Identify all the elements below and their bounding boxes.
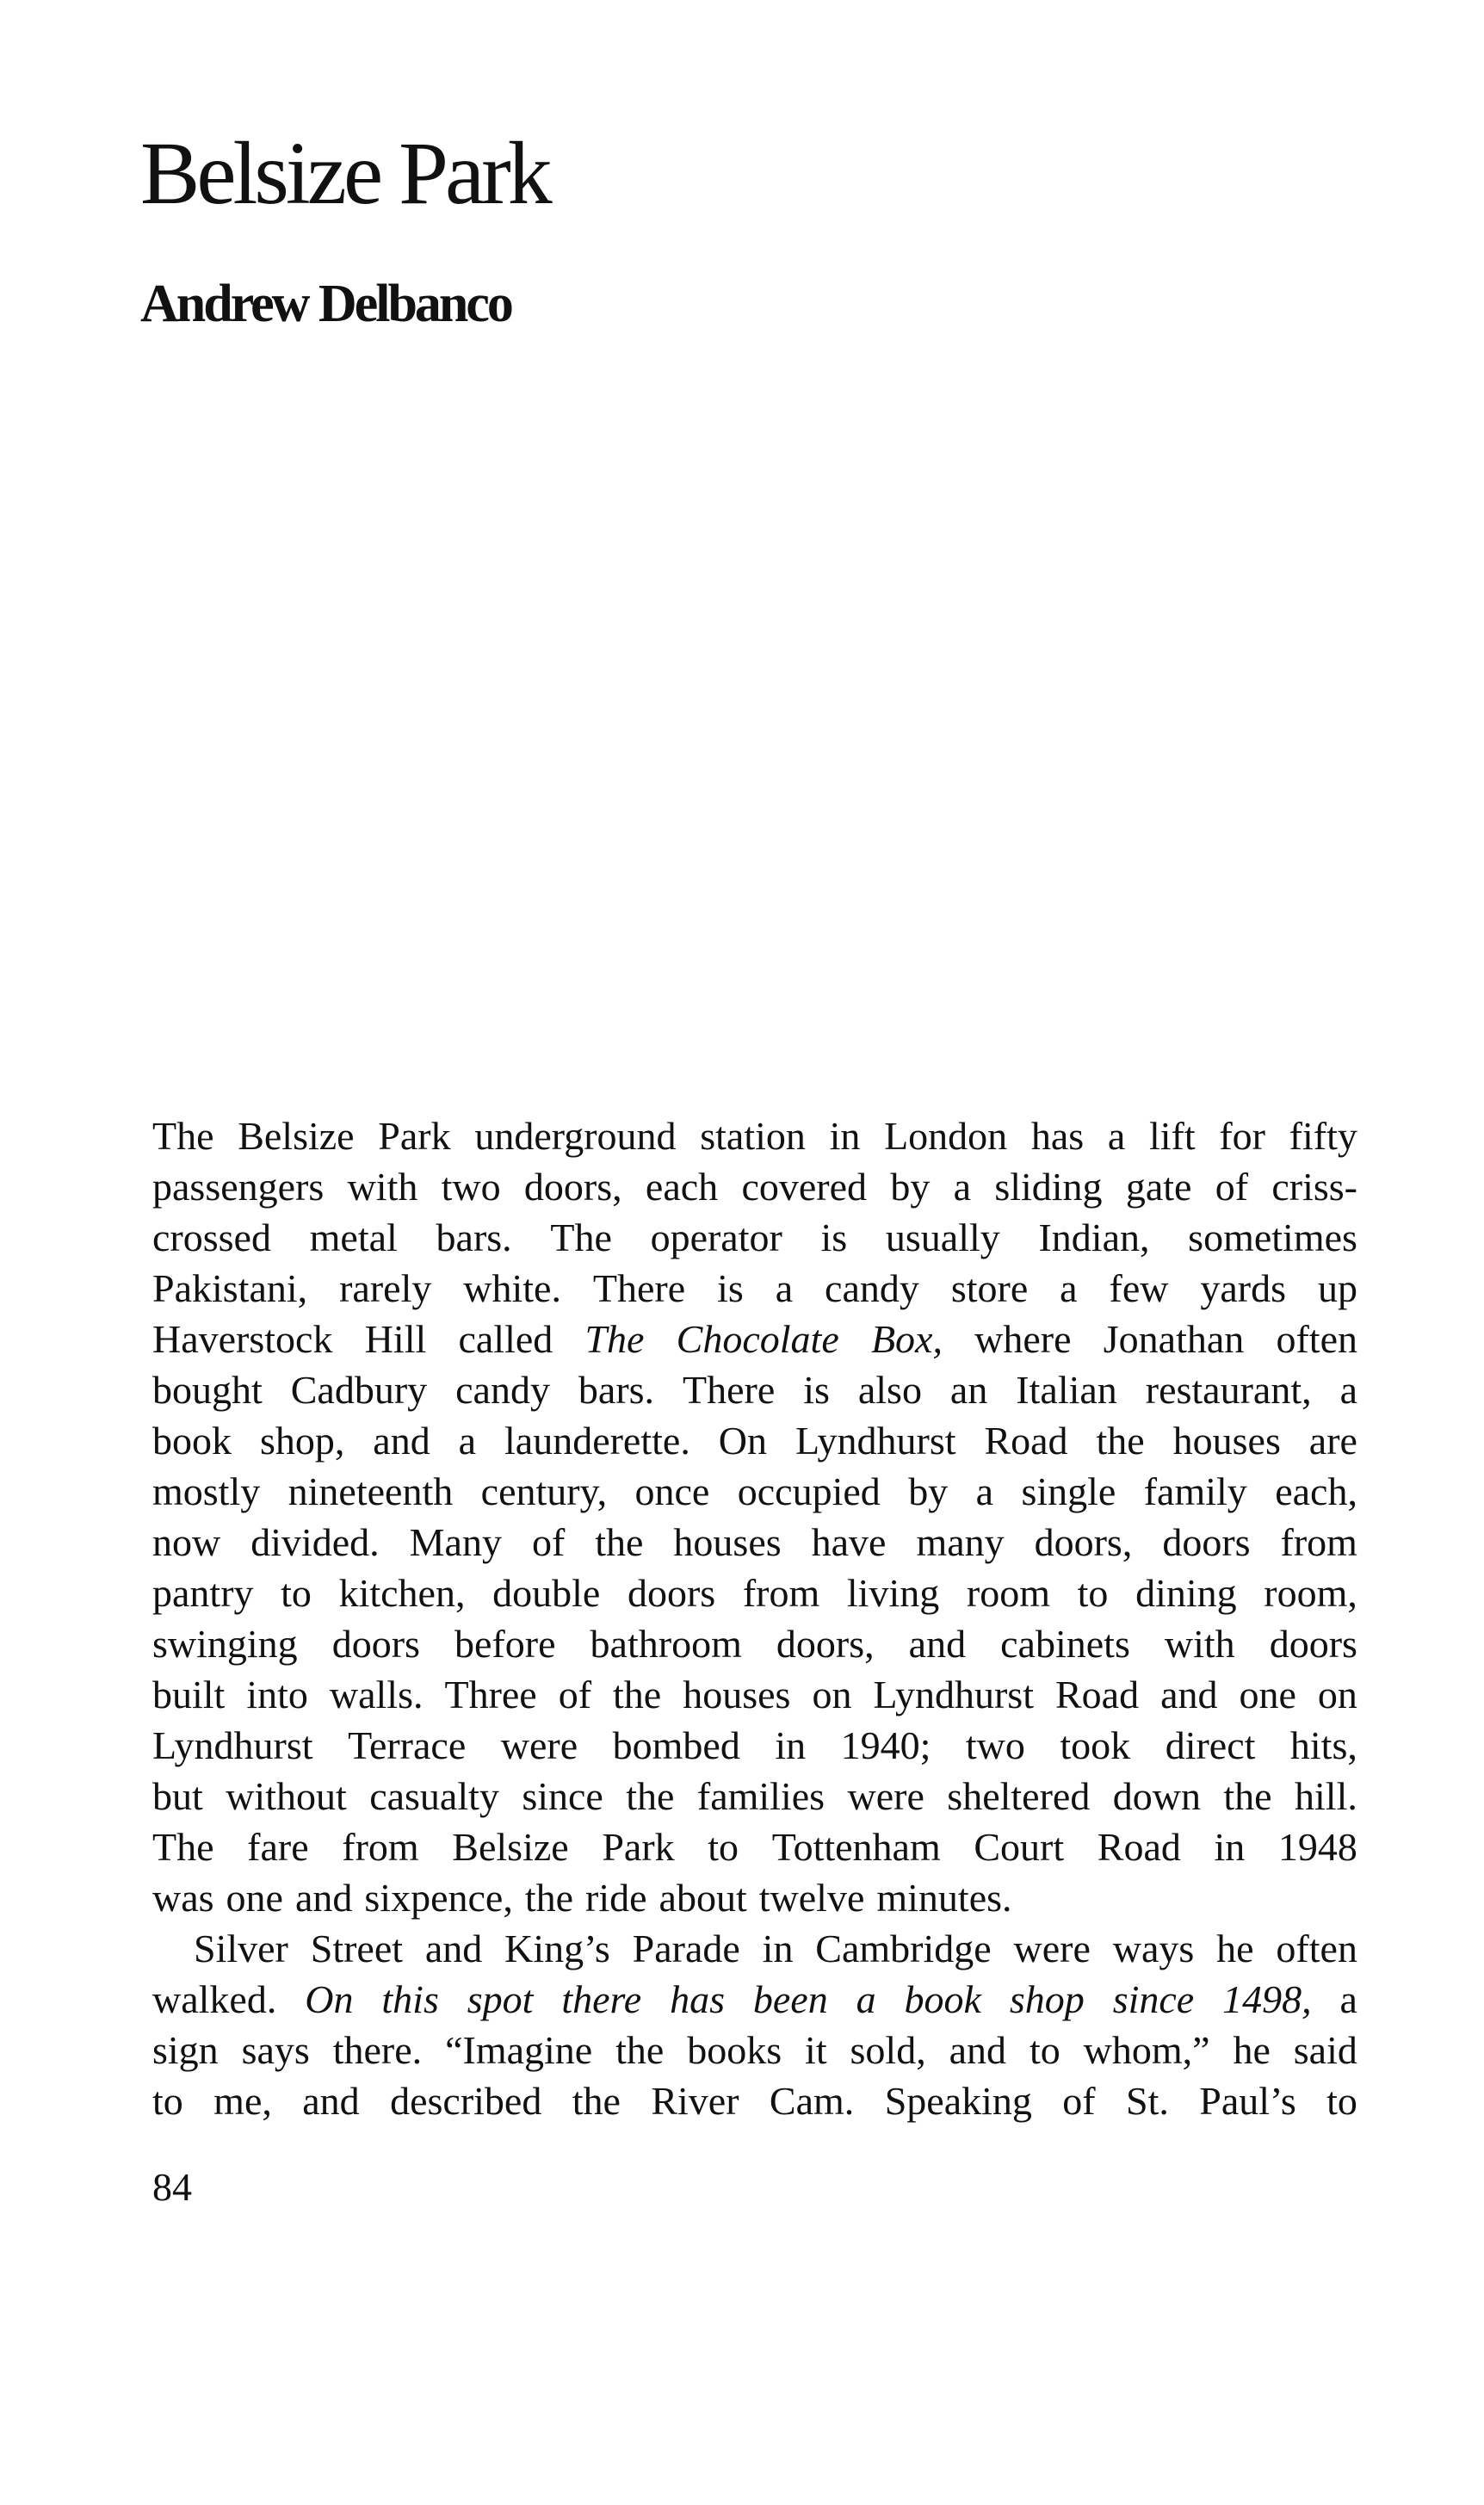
word: he: [1233, 2028, 1271, 2072]
text-line: [152, 1263, 1357, 1314]
word: bought: [152, 1368, 263, 1412]
word: on: [1317, 1673, 1357, 1716]
word: nineteenth: [288, 1469, 454, 1513]
word: 1948: [1277, 1825, 1357, 1869]
word: since: [522, 1774, 603, 1818]
word: one: [226, 1876, 283, 1920]
word: in: [762, 1927, 794, 1970]
word: up: [1317, 1266, 1357, 1310]
word: On: [718, 1419, 767, 1463]
author-name: Andrew Delbanco: [140, 275, 511, 333]
word: been: [752, 1977, 828, 2021]
word: direct: [1165, 1723, 1256, 1767]
word: houses: [673, 1520, 782, 1564]
text-line: [152, 1364, 1357, 1415]
word: casualty: [369, 1774, 499, 1818]
word: operator: [650, 1215, 782, 1259]
word: sixpence,: [364, 1876, 513, 1920]
text-line: [152, 1110, 1357, 1161]
word: ride: [585, 1876, 647, 1920]
word: kitchen,: [338, 1571, 466, 1615]
word: to: [152, 2079, 183, 2123]
word: bars.: [436, 1215, 512, 1259]
word: Lyndhurst: [152, 1723, 313, 1767]
word: launderette.: [504, 1419, 690, 1463]
page-number: 84: [152, 2165, 192, 2209]
word: Box,: [870, 1317, 943, 1361]
word: Silver: [194, 1927, 288, 1970]
word: Belsize: [452, 1825, 569, 1869]
word: a: [975, 1469, 994, 1513]
word: St.: [1126, 2079, 1169, 2123]
word: Pakistani,: [152, 1266, 308, 1310]
word: occupied: [737, 1469, 881, 1513]
word: a: [1107, 1114, 1126, 1158]
word: the: [1223, 1774, 1272, 1818]
word: without: [226, 1774, 347, 1818]
word: now: [152, 1520, 221, 1564]
word: lift: [1148, 1114, 1196, 1158]
word: family: [1143, 1469, 1247, 1513]
word: Three: [444, 1673, 537, 1716]
word: doors: [1269, 1622, 1357, 1666]
word: “Imagine: [445, 2028, 593, 2072]
word: the: [626, 1774, 675, 1818]
text-line: [152, 1568, 1357, 1618]
text-line: [152, 2025, 1357, 2075]
word: Haverstock: [152, 1317, 333, 1361]
word: doors,: [776, 1622, 875, 1666]
word: shop,: [259, 1419, 345, 1463]
word: whom,”: [1083, 2028, 1210, 2072]
word: shop: [1009, 1977, 1085, 2021]
body-text: [152, 1110, 1357, 2126]
word: with: [347, 1165, 418, 1209]
word: mostly: [152, 1469, 261, 1513]
word: for: [1219, 1114, 1265, 1158]
word: crossed: [152, 1215, 271, 1259]
word: Tottenham: [771, 1825, 941, 1869]
word: underground: [474, 1114, 677, 1158]
word: The: [152, 1114, 214, 1158]
word: River: [651, 2079, 739, 2123]
word: is: [820, 1215, 848, 1259]
word: is: [717, 1266, 744, 1310]
word: Belsize: [238, 1114, 355, 1158]
word: station: [700, 1114, 806, 1158]
word: were: [500, 1723, 578, 1767]
word: spot: [467, 1977, 534, 2021]
word: Park: [602, 1825, 675, 1869]
word: There: [683, 1368, 776, 1412]
word: Court: [974, 1825, 1065, 1869]
word: into: [246, 1673, 308, 1716]
word: are: [1308, 1419, 1357, 1463]
word: called: [458, 1317, 553, 1361]
word: about: [659, 1876, 747, 1920]
word: often: [1276, 1317, 1357, 1361]
word: sold,: [850, 2028, 926, 2072]
text-line: [152, 1974, 1357, 2025]
word: of: [558, 1673, 592, 1716]
word: swinging: [152, 1622, 298, 1666]
word: a: [775, 1266, 794, 1310]
word: the: [615, 2028, 665, 2072]
word: pantry: [152, 1571, 254, 1615]
word: sheltered: [947, 1774, 1091, 1818]
word: sometimes: [1188, 1215, 1357, 1259]
word: Cambridge: [815, 1927, 992, 1970]
word: Indian,: [1038, 1215, 1150, 1259]
text-line: [152, 1872, 1357, 1923]
word: from: [742, 1571, 820, 1615]
word: room: [966, 1571, 1050, 1615]
word: from: [342, 1825, 419, 1869]
word: sign: [152, 2028, 219, 2072]
word: Lyndhurst: [795, 1419, 956, 1463]
word: took: [1060, 1723, 1131, 1767]
word: yards: [1200, 1266, 1287, 1310]
chapter-title: Belsize Park: [140, 124, 549, 223]
word: a: [953, 1165, 972, 1209]
word: century,: [480, 1469, 608, 1513]
word: of: [531, 1520, 566, 1564]
word: a: [1339, 1977, 1357, 2021]
word: double: [492, 1571, 601, 1615]
word: single: [1021, 1469, 1116, 1513]
word: a: [458, 1419, 477, 1463]
word: two: [965, 1723, 1025, 1767]
word: a: [1339, 1368, 1357, 1412]
word: to: [1029, 2028, 1060, 2072]
word: the: [1096, 1419, 1145, 1463]
text-line: [152, 1161, 1357, 1212]
word: store: [950, 1266, 1029, 1310]
word: doors: [331, 1622, 420, 1666]
word: rarely: [339, 1266, 432, 1310]
word: to: [708, 1825, 739, 1869]
word: twelve: [758, 1876, 865, 1920]
word: metal: [309, 1215, 398, 1259]
text-line: [152, 1618, 1357, 1669]
word: from: [1280, 1520, 1357, 1564]
word: by: [908, 1469, 949, 1513]
word: the: [524, 1876, 574, 1920]
word: Hill: [364, 1317, 427, 1361]
word: doors,: [523, 1165, 622, 1209]
word: described: [390, 2079, 542, 2123]
word: down: [1112, 1774, 1201, 1818]
word: this: [381, 1977, 439, 2021]
word: bombed: [612, 1723, 740, 1767]
word: candy: [825, 1266, 919, 1310]
word: many: [916, 1520, 1005, 1564]
word: me,: [213, 2079, 272, 2123]
word: the: [595, 1520, 644, 1564]
word: minutes.: [876, 1876, 1012, 1920]
word: divided.: [250, 1520, 380, 1564]
word: Paul’s: [1199, 2079, 1296, 2123]
text-line: [152, 1466, 1357, 1517]
text-line: [152, 1517, 1357, 1568]
word: Road: [984, 1419, 1068, 1463]
word: fare: [247, 1825, 309, 1869]
word: built: [152, 1673, 226, 1716]
word: is: [803, 1368, 830, 1412]
word: but: [152, 1774, 203, 1818]
word: and: [1160, 1673, 1218, 1716]
word: a: [856, 1977, 876, 2021]
word: gate: [1125, 1165, 1192, 1209]
word: of: [1062, 2079, 1096, 2123]
word: Park: [378, 1114, 451, 1158]
word: fifty: [1289, 1114, 1357, 1158]
text-line: [152, 1923, 1357, 1974]
word: there.: [332, 2028, 423, 2072]
word: Cam.: [769, 2079, 855, 2123]
word: and: [424, 1927, 483, 1970]
word: houses: [683, 1673, 791, 1716]
word: each,: [1275, 1469, 1357, 1513]
word: in: [1214, 1825, 1246, 1869]
word: few: [1109, 1266, 1169, 1310]
word: sliding: [994, 1165, 1103, 1209]
word: on: [812, 1673, 852, 1716]
word: have: [811, 1520, 887, 1564]
word: by: [890, 1165, 931, 1209]
text-line: [152, 1415, 1357, 1466]
word: of: [1215, 1165, 1249, 1209]
word: There: [592, 1266, 686, 1310]
word: walls.: [329, 1673, 424, 1716]
word: where: [974, 1317, 1072, 1361]
word: and: [908, 1622, 967, 1666]
word: hits,: [1289, 1723, 1357, 1767]
word: there: [561, 1977, 642, 2021]
word: room,: [1264, 1571, 1357, 1615]
word: often: [1276, 1927, 1357, 1970]
word: books: [687, 2028, 782, 2072]
word: The: [152, 1825, 214, 1869]
word: it: [805, 2028, 827, 2072]
word: he: [1216, 1927, 1254, 1970]
word: has: [670, 1977, 725, 2021]
word: dining: [1135, 1571, 1237, 1615]
word: before: [454, 1622, 556, 1666]
word: and: [302, 2079, 360, 2123]
word: Italian: [1016, 1368, 1117, 1412]
word: and: [373, 1419, 430, 1463]
word: Many: [409, 1520, 502, 1564]
word: The: [584, 1317, 645, 1361]
word: Road: [1097, 1825, 1181, 1869]
word: once: [634, 1469, 710, 1513]
word: were: [1013, 1927, 1091, 1970]
word: 1940;: [840, 1723, 931, 1767]
word: Parade: [632, 1927, 740, 1970]
word: doors: [1162, 1520, 1251, 1564]
word: walked.: [152, 1977, 277, 2021]
word: London: [884, 1114, 1008, 1158]
word: doors: [627, 1571, 716, 1615]
text-line: [152, 1771, 1357, 1822]
word: to: [1326, 2079, 1357, 2123]
word: Terrace: [348, 1723, 467, 1767]
word: Jonathan: [1103, 1317, 1245, 1361]
text-line: [152, 1720, 1357, 1771]
word: white.: [463, 1266, 561, 1310]
word: cabinets: [1000, 1622, 1130, 1666]
word: Road: [1054, 1673, 1140, 1716]
word: hill.: [1295, 1774, 1357, 1818]
word: a: [1060, 1266, 1078, 1310]
word: book: [904, 1977, 981, 2021]
word: On: [305, 1977, 354, 2021]
word: usually: [885, 1215, 1000, 1259]
word: bathroom: [590, 1622, 742, 1666]
word: covered: [741, 1165, 868, 1209]
word: families: [696, 1774, 825, 1818]
word: with: [1164, 1622, 1235, 1666]
word: the: [613, 1673, 662, 1716]
word: criss-: [1271, 1165, 1357, 1209]
word: since: [1112, 1977, 1195, 2021]
word: candy: [455, 1368, 550, 1412]
word: in: [775, 1723, 807, 1767]
word: two: [441, 1165, 501, 1209]
word: Chocolate: [676, 1317, 839, 1361]
word: an: [949, 1368, 988, 1412]
word: to: [281, 1571, 312, 1615]
word: said: [1293, 2028, 1357, 2072]
word: houses: [1172, 1419, 1281, 1463]
text-line: [152, 1212, 1357, 1263]
word: passengers: [152, 1165, 325, 1209]
word: to: [1077, 1571, 1109, 1615]
word: and: [294, 1876, 353, 1920]
word: doors,: [1034, 1520, 1133, 1564]
word: Lyndhurst: [873, 1673, 1034, 1716]
word: were: [847, 1774, 924, 1818]
word: the: [572, 2079, 621, 2123]
word: ways: [1112, 1927, 1195, 1970]
word: in: [829, 1114, 861, 1158]
word: Street: [310, 1927, 404, 1970]
word: King’s: [504, 1927, 610, 1970]
text-line: [152, 1314, 1357, 1364]
word: one: [1239, 1673, 1296, 1716]
text-line: [152, 2075, 1357, 2126]
word: 1498,: [1222, 1977, 1312, 2021]
word: book: [152, 1419, 232, 1463]
word: restaurant,: [1145, 1368, 1312, 1412]
word: living: [846, 1571, 940, 1615]
word: Cadbury: [290, 1368, 428, 1412]
word: and: [949, 2028, 1007, 2072]
word: each: [645, 1165, 719, 1209]
text-line: [152, 1669, 1357, 1720]
word: bars.: [578, 1368, 655, 1412]
text-line: [152, 1822, 1357, 1872]
word: Speaking: [884, 2079, 1032, 2123]
word: was: [152, 1876, 214, 1920]
word: also: [857, 1368, 922, 1412]
word: The: [550, 1215, 612, 1259]
word: says: [241, 2028, 310, 2072]
word: has: [1030, 1114, 1085, 1158]
